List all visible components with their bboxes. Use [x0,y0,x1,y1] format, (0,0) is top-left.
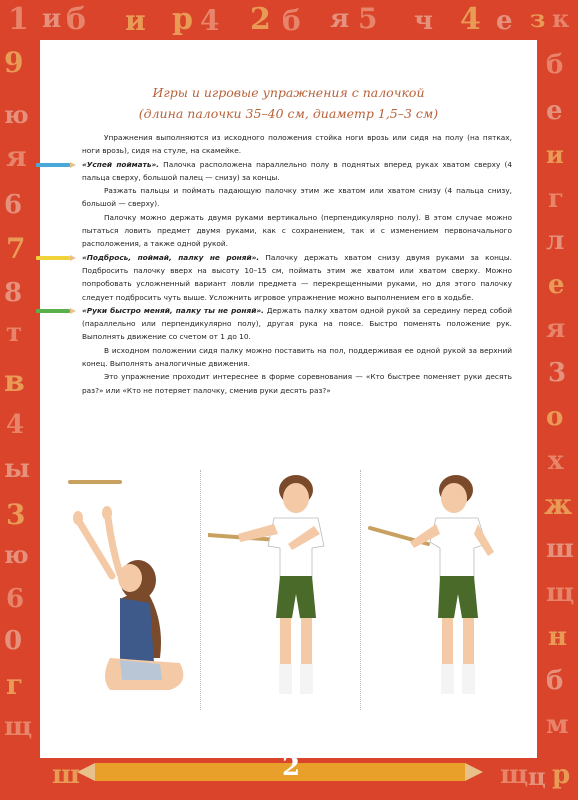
boy-leg-right [463,618,474,668]
boy-front-illustration [208,468,358,708]
girl-shirt [120,598,154,663]
border-letter: 2 [250,2,271,37]
border-letter: я [6,140,27,173]
green-pencil-marker [36,309,70,313]
border-letter: б [546,50,564,80]
paragraph-3: Палочку можно держать двумя руками вертикально (перпендикулярно полу). В этом случае можно пытаться ловить предмет двумя руками, как с сохранением, так и с изменением первоначального расположения, а также одной рукой. [82,212,512,249]
page-number: 2 [281,752,301,782]
exercise-1-name: «Успей поймать». [82,159,160,169]
exercise-2 [82,251,512,304]
title-line-1: Игры и игровые упражнения с палочкой [152,85,425,100]
exercise-3-text: Держать палку хватом одной рукой за середину перед собой (параллельно или перпендикулярно полу), другая рука на поясе. Быстро поменять положение рук. Выполнять движение со счетом от 1 до 10. [82,305,512,342]
border-letter: в [4,364,25,399]
yellow-pencil-marker [36,256,70,260]
border-letter: 6 [6,584,25,614]
exercise-2-name: «Подбрось, поймай, палку не роняй». [82,252,260,262]
border-letter: я [330,4,350,34]
border-letter: г [548,184,564,214]
border-letter: 9 [4,46,24,79]
border-letter: з [530,4,546,33]
border-letter: ж [544,488,573,521]
border-letter: 0 [4,626,23,656]
girl-hand-right [102,506,112,520]
boy-face [283,483,309,513]
border-letter: ц [528,762,546,791]
border-letter: б [546,666,564,696]
border-letter: 4 [6,410,25,440]
exercise-3-name: «Руки быстро меняй, палку ты не роняй». [82,305,264,315]
paragraph-5: Это упражнение проходит интереснее в форме соревнования — «Кто быстрее поменяет руки десять раз?» или «Кто не потеряет палочку, сменив руки десять раз?» [82,372,512,395]
boy-face [441,483,467,513]
boy-sock-right [300,664,313,694]
boy-side-illustration [366,468,516,708]
border-letter: м [546,710,569,740]
blue-pencil-marker [36,163,70,167]
border-letter: щ [4,712,33,742]
boy-sock-right [462,664,475,694]
border-letter: н [548,622,568,652]
title-line-2: (длина палочки 35–40 см, диаметр 1,5–3 см) [138,106,439,121]
border-letter: и [546,140,564,169]
boy-sock-left [441,664,454,694]
boy-sock-left [279,664,292,694]
border-letter: ы [4,454,31,484]
border-letter: 5 [358,2,378,35]
border-letter: о [546,402,564,432]
border-letter: и [125,4,146,37]
boy-leg-left [442,618,453,668]
border-letter: б [66,2,87,37]
divider-right [360,470,361,710]
exercise-2-text: Палочку держать хватом снизу двумя руками за концы. Подбросить палочку вверх на высоту 10–15 см, поймать этим же хватом или хватом сверху. Можно попробовать усложненный вариант ловли предмета — перекрещенными руками, но для этого палочку следует подбросить чуть выше. Усложнить игровое упражнение можно выполнением его в ходьбе. [82,252,512,302]
border-letter: к [552,4,570,33]
border-letter: 3 [548,358,567,388]
girl-hand-left [73,511,83,525]
border-letter: 3 [6,498,26,531]
border-letter: и [42,4,62,34]
border-letter: ш [52,760,80,790]
content-panel [40,40,537,758]
border-letter: х [548,446,564,476]
border-letter: р [172,2,193,37]
exercise-1-text: Палочка расположена параллельно полу в поднятых вперед руках хватом сверху (4 пальца сверху, большой палец — снизу) за концы. [82,159,513,182]
border-letter: 4 [200,4,220,37]
border-letter: щ [546,578,575,608]
exercise-1 [82,158,512,185]
boy-shirt [268,518,324,578]
border-letter: ш [546,534,574,564]
border-letter: щ [500,760,529,790]
border-letter: 6 [4,190,23,220]
border-letter: я [546,314,566,344]
border-letter: 4 [460,2,481,37]
border-letter: р [552,760,571,790]
article-body [82,131,512,397]
border-letter: т [6,318,23,348]
border-letter: ч [414,6,434,36]
border-letter: ю [4,540,29,569]
boy-shorts [438,576,478,618]
boy-leg-left [280,618,291,668]
paragraph-4: В исходном положении сидя палку можно поставить на пол, поддерживая ее одной рукой за верхний конец. Выполнять аналогичные движения. [82,345,512,369]
boy-shorts [276,576,316,618]
boy-leg-right [301,618,312,668]
border-letter: г [6,668,24,701]
border-letter: ю [4,100,29,129]
exercise-3 [82,304,512,344]
paragraph-intro: Упражнения выполняются из исходного положения стойка ноги врозь или сидя на полу (на пятках, ноги врозь), сидя на стуле, на скамейке. [82,133,512,156]
border-letter: 8 [4,278,23,308]
border-letter: л [546,226,565,256]
girl-catching-stick-illustration [50,468,200,708]
border-letter: 7 [6,232,26,265]
girl-face [118,564,142,592]
divider-left [200,470,201,710]
border-letter: 1 [8,2,29,37]
paragraph-2: Разжать пальцы и поймать падающую палочку этим же хватом или хватом снизу (4 пальца снизу, большой — сверху). [82,186,512,209]
border-letter: е [548,270,565,300]
border-letter: е [546,96,563,126]
border-letter: е [496,6,513,36]
border-letter: б [282,4,301,37]
